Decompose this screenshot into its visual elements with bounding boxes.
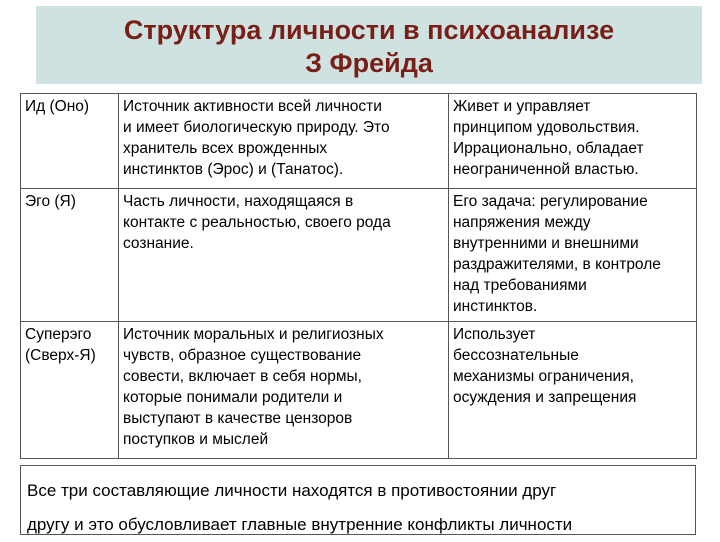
text-line: осуждения и запрещения (453, 389, 637, 406)
text-line: поступков и мыслей (123, 431, 269, 448)
row-name: Ид (Оно) (21, 94, 119, 189)
text-line: совести, включает в себя нормы, (123, 368, 362, 385)
text-line: Живет и управляет (453, 98, 591, 115)
table-row-ego (21, 189, 697, 322)
conclusion-line-2: другу и это обусловливает главные внутренние конфликты личности (27, 515, 573, 534)
text-line: раздражителями, в контроле (453, 256, 661, 273)
text-line: Иррационально, обладает (453, 140, 644, 157)
text-line: и имеет биологическую природу. Это (123, 119, 390, 136)
text-line: Часть личности, находящаяся в (123, 193, 354, 210)
text-line: Использует (453, 326, 536, 343)
text-line: инстинктов. (453, 298, 538, 315)
row-name: Суперэго (Сверх-Я) (21, 322, 119, 459)
row-role (449, 322, 697, 459)
text-line: над требованиями (453, 277, 587, 294)
row-role (449, 189, 697, 322)
structure-table (20, 93, 697, 459)
row-description (119, 322, 449, 459)
text-line: хранитель всех врожденных (123, 140, 328, 157)
slide-title (36, 14, 702, 80)
row-name: Эго (Я) (21, 189, 119, 322)
text-line: Его задача: регулирование (453, 193, 648, 210)
row-description (119, 189, 449, 322)
text-line: Источник моральных и религиозных (123, 326, 384, 343)
text-line: которые понимали родители и (123, 389, 343, 406)
text-line: механизмы ограничения, (453, 368, 634, 385)
table-row-superego (21, 322, 697, 459)
text-line: сознание. (123, 235, 194, 252)
text-line: бессознательные (453, 347, 579, 364)
text-line: выступают в качестве цензоров (123, 410, 353, 427)
row-description (119, 94, 449, 189)
text-line: неограниченной властью. (453, 161, 639, 178)
conclusion-line-1: Все три составляющие личности находятся в противостоянии друг (27, 481, 557, 500)
table-row-id (21, 94, 697, 189)
text-line: принципом удовольствия. (453, 119, 640, 136)
text-line: внутренними и внешними (453, 235, 639, 252)
row-role (449, 94, 697, 189)
conclusion-box (20, 465, 696, 535)
title-line-1: Структура личности в психоанализе (123, 15, 615, 45)
text-line: инстинктов (Эрос) и (Танатос). (123, 161, 344, 178)
text-line: контакте с реальностью, своего рода (123, 214, 391, 231)
text-line: напряжения между (453, 214, 591, 231)
title-line-2: З Фрейда (305, 48, 433, 78)
text-line: Источник активности всей личности (123, 98, 382, 115)
text-line: чувств, образное существование (123, 347, 362, 364)
